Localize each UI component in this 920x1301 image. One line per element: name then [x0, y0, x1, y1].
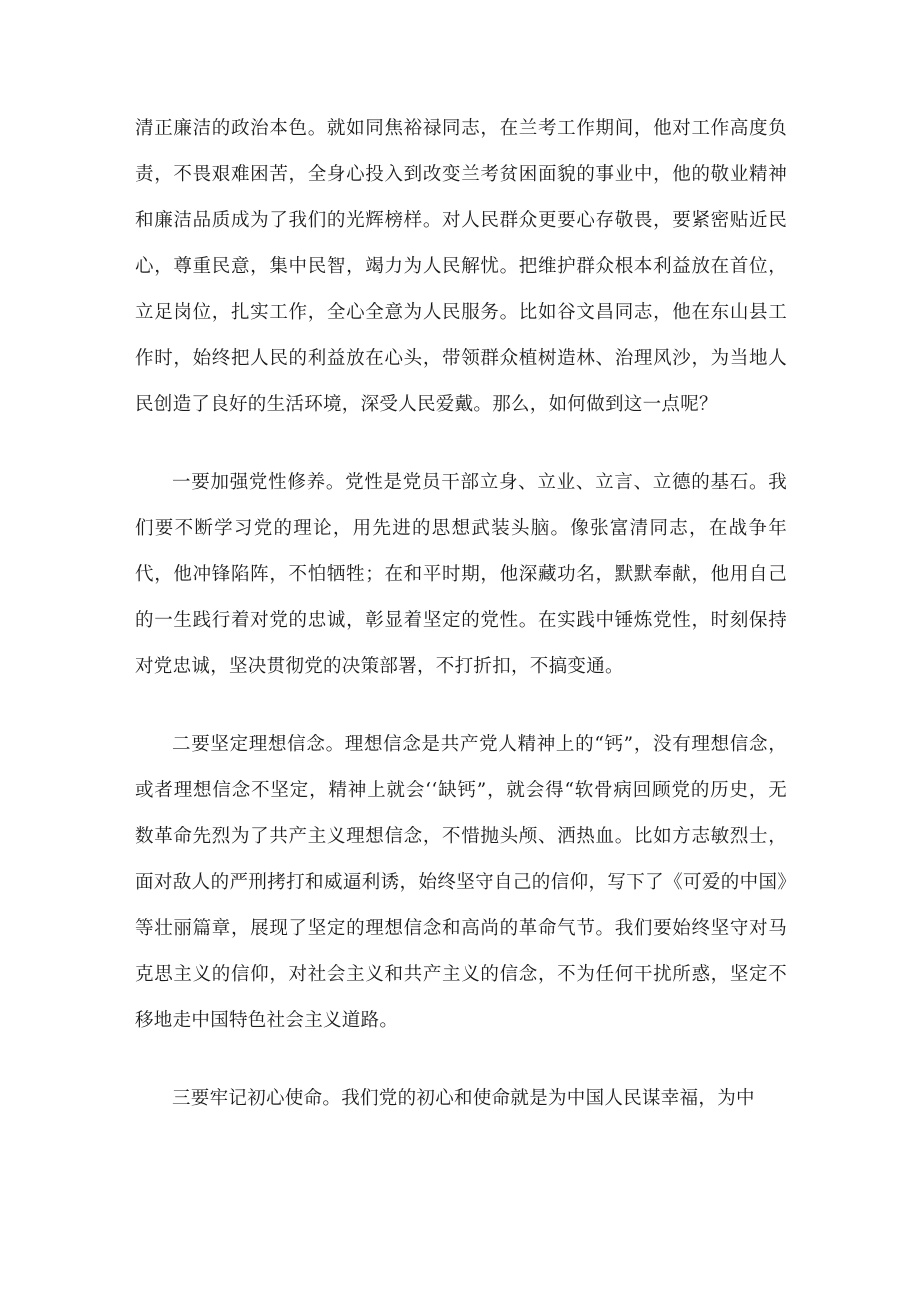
- paragraph-4: 三要牢记初心使命。我们党的初心和使命就是为中国人民谋幸福，为中: [172, 1088, 755, 1109]
- document-body: [135, 106, 787, 1122]
- paragraph-3: 二要坚定理想信念。理想信念是共产党人精神上的“钙”，没有理想信念，或者理想信念不坚定，精神上就会‘‘缺钙”，就会得“软骨病回顾党的历史，无数革命先烈为了共产主义理想信念，不惜抛头颅、洒热血。比如方志敏烈士，面对敌人的严刑拷打和威逼利诱，始终坚守自己的信仰，写下了《可爱的中国》等壮丽篇章，展现了坚定的理想信念和高尚的革命气节。我们要始终坚守对马克思主义的信仰，对社会主义和共产主义的信念，不为任何干扰所惑，坚定不移地走中国特色社会主义道路。: [135, 734, 787, 1031]
- paragraph-gap: [135, 1044, 787, 1076]
- paragraph-2: 一要加强党性修养。党性是党员干部立身、立业、立言、立德的基石。我们要不断学习党的理论，用先进的思想武装头脑。像张富清同志，在战争年代，他冲锋陷阵，不怕牺牲；在和平时期，他深藏功名，默默奉献，他用自己的一生践行着对党的忠诚，彰显着坚定的党性。在实践中锤炼党性，时刻保持对党忠诚，坚决贯彻党的决策部署，不打折扣，不搞变通。: [135, 472, 787, 677]
- paragraph-gap: [135, 690, 787, 722]
- paragraph-gap: [135, 428, 787, 460]
- paragraph-1: 清正廉洁的政治本色。就如同焦裕禄同志，在兰考工作期间，他对工作高度负责，不畏艰难困苦，全身心投入到改变兰考贫困面貌的事业中，他的敬业精神和廉洁品质成为了我们的光辉榜样。对人民群众更要心存敬畏，要紧密贴近民心，尊重民意，集中民智，竭力为人民解忧。把维护群众根本利益放在首位，立足岗位，扎实工作，全心全意为人民服务。比如谷文昌同志，他在东山县工作时，始终把人民的利益放在心头，带领群众植树造林、治理风沙，为当地人民创造了良好的生活环境，深受人民爱戴。那么，如何做到这一点呢？: [135, 118, 787, 415]
